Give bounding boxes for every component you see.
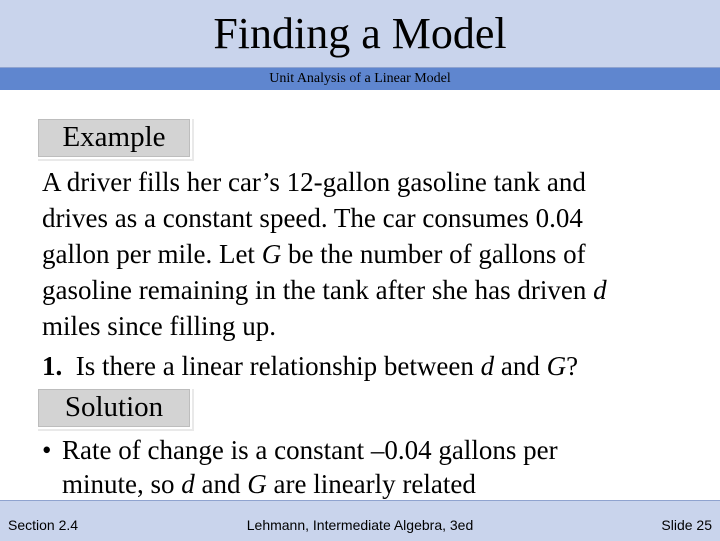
question-1: 1. Is there a linear relationship between d and G? bbox=[42, 351, 579, 381]
example-line-3: gallon per mile. Let G be the number of gallons of bbox=[42, 239, 586, 269]
slide-subtitle: Unit Analysis of a Linear Model bbox=[269, 71, 451, 86]
bullet-line-1: • Rate of change is a constant –0.04 gallons per bbox=[42, 435, 558, 465]
solution-label-box bbox=[36, 387, 192, 429]
solution-bullet bbox=[42, 433, 702, 501]
bullet-line-2: minute, so d and G are linearly related bbox=[62, 469, 476, 499]
question-number: 1. bbox=[42, 351, 63, 381]
bullet-dot-icon: • bbox=[42, 435, 52, 465]
example-label: Example bbox=[62, 121, 166, 153]
variable-d: d bbox=[593, 275, 607, 305]
example-line-1: A driver fills her car’s 12-gallon gasoline tank and bbox=[42, 167, 586, 197]
footer-book-title: Lehmann, Intermediate Algebra, 3ed bbox=[246, 517, 474, 533]
example-label-box bbox=[36, 117, 192, 159]
solution-label: Solution bbox=[64, 391, 164, 423]
example-line-4: gasoline remaining in the tank after she has driven d bbox=[42, 275, 607, 305]
slide-title: Finding a Model bbox=[213, 9, 507, 58]
example-line-5: miles since filling up. bbox=[42, 311, 276, 341]
example-text bbox=[42, 164, 702, 344]
footer-slide-number: Slide 25 bbox=[661, 517, 712, 533]
footer-section: Section 2.4 bbox=[8, 517, 79, 533]
variable-g: G bbox=[261, 239, 282, 269]
example-line-2: drives as a constant speed. The car consumes 0.04 bbox=[42, 203, 583, 233]
